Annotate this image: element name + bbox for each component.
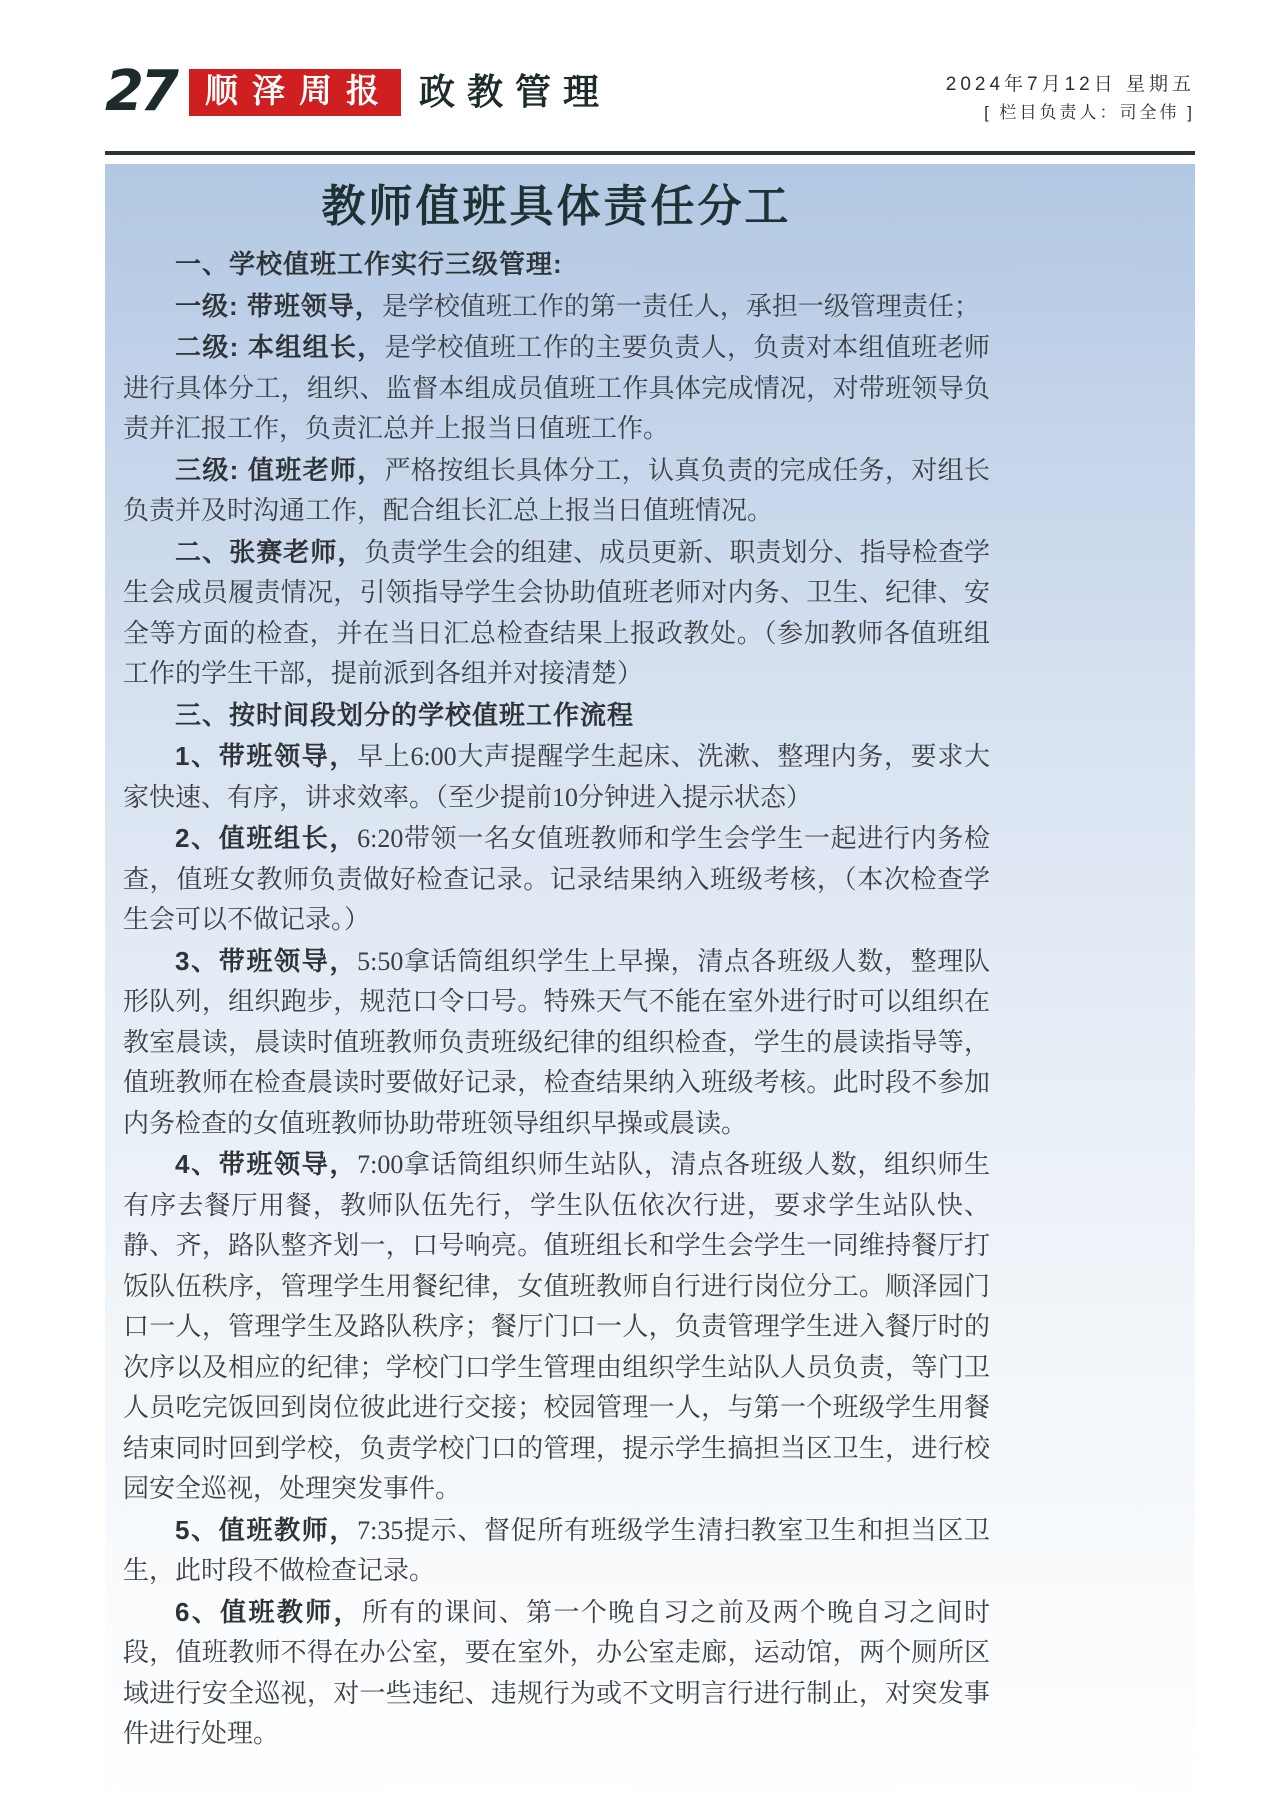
paragraph: [123, 244, 990, 286]
article-body: [123, 244, 990, 1755]
paragraph-lead: 一、学校值班工作实行三级管理:: [175, 249, 563, 279]
paragraph-lead: 5、值班教师，: [175, 1514, 358, 1545]
masthead-logo: 顺泽周报: [189, 69, 401, 116]
issue-date: 2024年7月12日 星期五: [945, 74, 1195, 95]
paragraph: [123, 1592, 990, 1755]
paragraph: [123, 532, 990, 695]
paragraph: [123, 327, 990, 450]
page-header: [105, 59, 1195, 124]
paragraph-lead: 3、带班领导，: [175, 945, 358, 976]
header-divider: [105, 151, 1195, 155]
column-editor: [ 栏目负责人：司全伟 ]: [984, 103, 1195, 122]
paragraph: [123, 286, 990, 328]
paragraph-lead: 2、值班组长，: [175, 823, 358, 853]
paragraph-lead: 1、带班领导，: [175, 741, 358, 771]
paragraph-text: 是学校值班工作的主要负责人，负责对本组值班老师进行具体分工，组织、监督本组成员值班工作具体完成情况，对带班领导负责并汇报工作，负责汇总并上报当日值班工作。: [123, 333, 990, 443]
masthead-left: [105, 59, 611, 124]
paragraph-lead: 4、带班领导，: [175, 1149, 358, 1179]
page-number: 27: [105, 59, 175, 124]
paragraph-lead: 一级: 带班领导，: [175, 290, 382, 321]
paragraph: [123, 695, 990, 737]
paragraph-text: 负责学生会的组建、成员更新、职责划分、指导检查学生会成员履责情况，引领指导学生会协助值班老师对内务、卫生、纪律、安全等方面的检查，并在当日汇总检查结果上报政教处。（参加教师各值班组工作的学生干部，提前派到各组并对接清楚）: [123, 537, 990, 688]
paragraph: [123, 818, 990, 941]
section-title: 政教管理: [418, 72, 611, 112]
paragraph-text: 所有的课间、第一个晚自习之前及两个晚自习之间时段，值班教师不得在办公室，要在室外，办公室走廊，运动馆，两个厕所区域进行安全巡视，对一些违纪、违规行为或不文明言行进行制止，对突发事件进行处理。: [123, 1597, 990, 1748]
paragraph-text: 6:20带领一名女值班教师和学生会学生一起进行内务检查，值班女教师负责做好检查记录。记录结果纳入班级考核，（本次检查学生会可以不做记录。）: [123, 824, 990, 934]
paragraph-lead: 三、按时间段划分的学校值班工作流程: [175, 699, 635, 730]
paragraph-text: 早上6:00大声提醒学生起床、洗漱、整理内务，要求大家快速、有序，讲求效率。（至少提前10分钟进入提示状态）: [123, 742, 990, 812]
paragraph-text: 7:35提示、督促所有班级学生清扫教室卫生和担当区卫生，此时段不做检查记录。: [123, 1515, 990, 1585]
paragraph: [123, 450, 990, 532]
paragraph-text: 是学校值班工作的第一责任人，承担一级管理责任；: [381, 291, 980, 321]
paragraph-lead: 二级: 本组组长，: [175, 332, 385, 362]
article-panel: [105, 164, 1195, 1810]
paragraph: [123, 736, 990, 818]
paragraph-text: 5:50拿话筒组织学生上早操，清点各班级人数，整理队形队列，组织跑步，规范口令口号。特殊天气不能在室外进行时可以组织在教室晨读，晨读时值班教师负责班级纪律的组织检查，学生的晨读指导等，值班教师在检查晨读时要做好记录，检查结果纳入班级考核。此时段不参加内务检查的女值班教师协助带班领导组织早操或晨读。: [123, 946, 990, 1138]
paragraph-text: 7:00拿话筒组织师生站队，清点各班级人数，组织师生有序去餐厅用餐，教师队伍先行，学生队伍依次行进，要求学生站队快、静、齐，路队整齐划一，口号响亮。值班组长和学生会学生一同维持餐厅打饭队伍秩序，管理学生用餐纪律，女值班教师自行进行岗位分工。顺泽园门口一人，管理学生及路队秩序；餐厅门口一人，负责管理学生进入餐厅时的次序以及相应的纪律；学校门口学生管理由组织学生站队人员负责，等门卫人员吃完饭回到岗位彼此进行交接；校园管理一人，与第一个班级学生用餐结束同时回到学校，负责学校门口的管理，提示学生搞担当区卫生，进行校园安全巡视，处理突发事件。: [123, 1150, 990, 1503]
paragraph: [123, 1510, 990, 1592]
masthead-right: [946, 66, 1195, 123]
article-title: 教师值班具体责任分工: [321, 182, 792, 231]
paragraph-lead: 6、值班教师，: [175, 1596, 362, 1627]
paragraph-lead: 二、张赛老师，: [175, 536, 365, 567]
paragraph-text: 严格按组长具体分工，认真负责的完成任务，对组长负责并及时沟通工作，配合组长汇总上报当日值班情况。: [123, 455, 990, 525]
paragraph-lead: 三级: 值班老师，: [175, 454, 385, 485]
paragraph: [123, 941, 990, 1145]
paragraph: [123, 1144, 990, 1510]
